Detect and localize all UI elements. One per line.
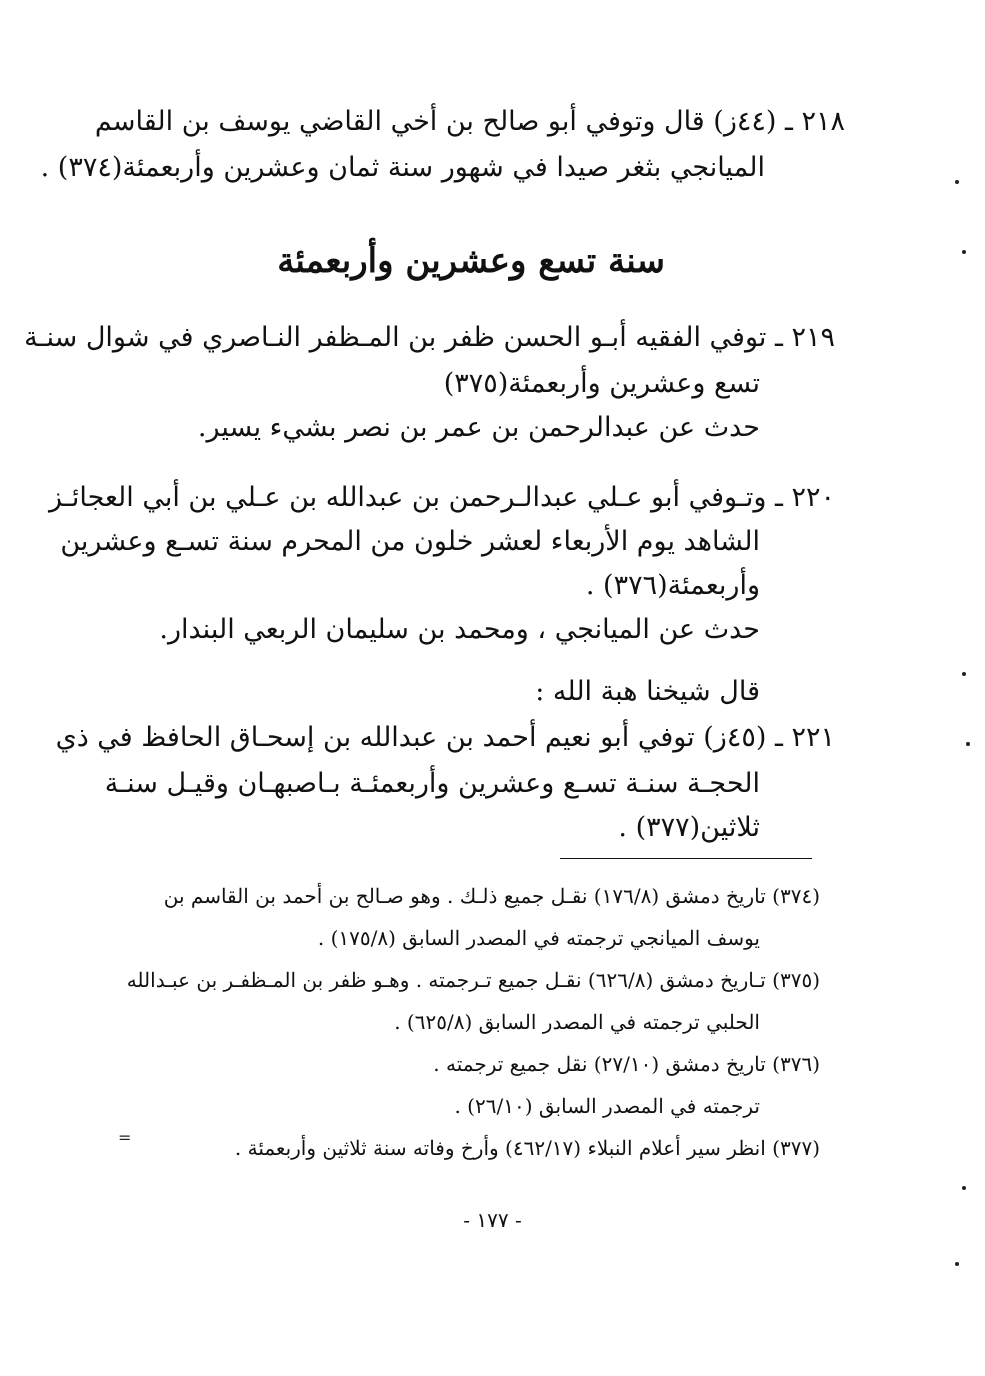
footnote-375-line-1: (٣٧٥) تـاريخ دمشق (٦٢٦/٨) نقـل جميع تـرجمته . وهـو ظفر بن المـظفـر بن عبـدالله bbox=[126, 968, 820, 992]
entry-218-line-2: الميانجي بثغر صيدا في شهور سنة ثمان وعشرين وأربعمئة(٣٧٤) . bbox=[40, 152, 765, 183]
entry-221-line-2: الحجـة سنـة تسـع وعشرين وأربعمئـة بـاصبهـان وقيـل سنـة bbox=[104, 768, 760, 799]
entry-220-line-1: ٢٢٠ ـ وتـوفي أبو عـلي عبدالـرحمن بن عبدالله بن عـلي بن أبي العجائـز bbox=[49, 482, 835, 513]
entry-221-intro: قال شيخنا هبة الله : bbox=[535, 676, 760, 707]
entry-219-line-3: حدث عن عبدالرحمن بن عمر بن نصر بشيء يسير. bbox=[197, 412, 760, 443]
scan-speck bbox=[962, 672, 966, 676]
footnote-375-line-2: الحلبي ترجمته في المصدر السابق (٦٢٥/٨) . bbox=[394, 1010, 760, 1034]
entry-219-line-1: ٢١٩ ـ توفي الفقيه أبـو الحسن ظفر بن المـظفر النـاصري في شوال سنـة bbox=[24, 322, 835, 353]
page-number: - ١٧٧ - bbox=[463, 1208, 522, 1232]
footnote-374-line-1: (٣٧٤) تاريخ دمشق (١٧٦/٨) نقـل جميع ذلـك . وهو صـالح بن أحمد بن القاسم بن bbox=[163, 884, 820, 908]
entry-221-line-1: ٢٢١ ـ (٤٥ز) توفي أبو نعيم أحمد بن عبدالله بن إسحـاق الحافظ في ذي bbox=[55, 722, 835, 753]
footnote-377-line-1: (٣٧٧) انظر سير أعلام النبلاء (٤٦٢/١٧) وأرخ وفاته سنة ثلاثين وأربعمئة . bbox=[234, 1136, 820, 1160]
footnote-376-line-1: (٣٧٦) تاريخ دمشق (٢٧/١٠) نقل جميع ترجمته . bbox=[433, 1052, 820, 1076]
scan-speck bbox=[962, 1186, 966, 1190]
footnote-separator bbox=[560, 858, 812, 859]
entry-220-line-2: الشاهد يوم الأربعاء لعشر خلون من المحرم سنة تسـع وعشرين bbox=[60, 526, 760, 557]
section-heading: سنة تسع وعشرين وأربعمئة bbox=[277, 241, 665, 281]
scan-speck bbox=[955, 180, 959, 184]
scan-speck bbox=[966, 742, 970, 746]
entry-218-line-1: ٢١٨ ـ (٤٤ز) قال وتوفي أبو صالح بن أخي القاضي يوسف بن القاسم bbox=[94, 106, 845, 137]
entry-220-line-3: وأربعمئة(٣٧٦) . bbox=[585, 570, 760, 601]
entry-220-line-4: حدث عن الميانجي ، ومحمد بن سليمان الربعي البندار. bbox=[159, 614, 760, 645]
entry-219-line-2: تسع وعشرين وأربعمئة(٣٧٥) bbox=[443, 368, 760, 399]
footnote-374-line-2: يوسف الميانجي ترجمته في المصدر السابق (١٧٥/٨) . bbox=[317, 926, 760, 950]
footnote-376-line-2: ترجمته في المصدر السابق (٢٦/١٠) . bbox=[454, 1094, 760, 1118]
scan-speck bbox=[955, 1262, 959, 1266]
entry-221-line-3: ثلاثين(٣٧٧) . bbox=[618, 812, 760, 843]
scan-speck bbox=[962, 250, 966, 254]
margin-mark: = bbox=[118, 1128, 132, 1147]
